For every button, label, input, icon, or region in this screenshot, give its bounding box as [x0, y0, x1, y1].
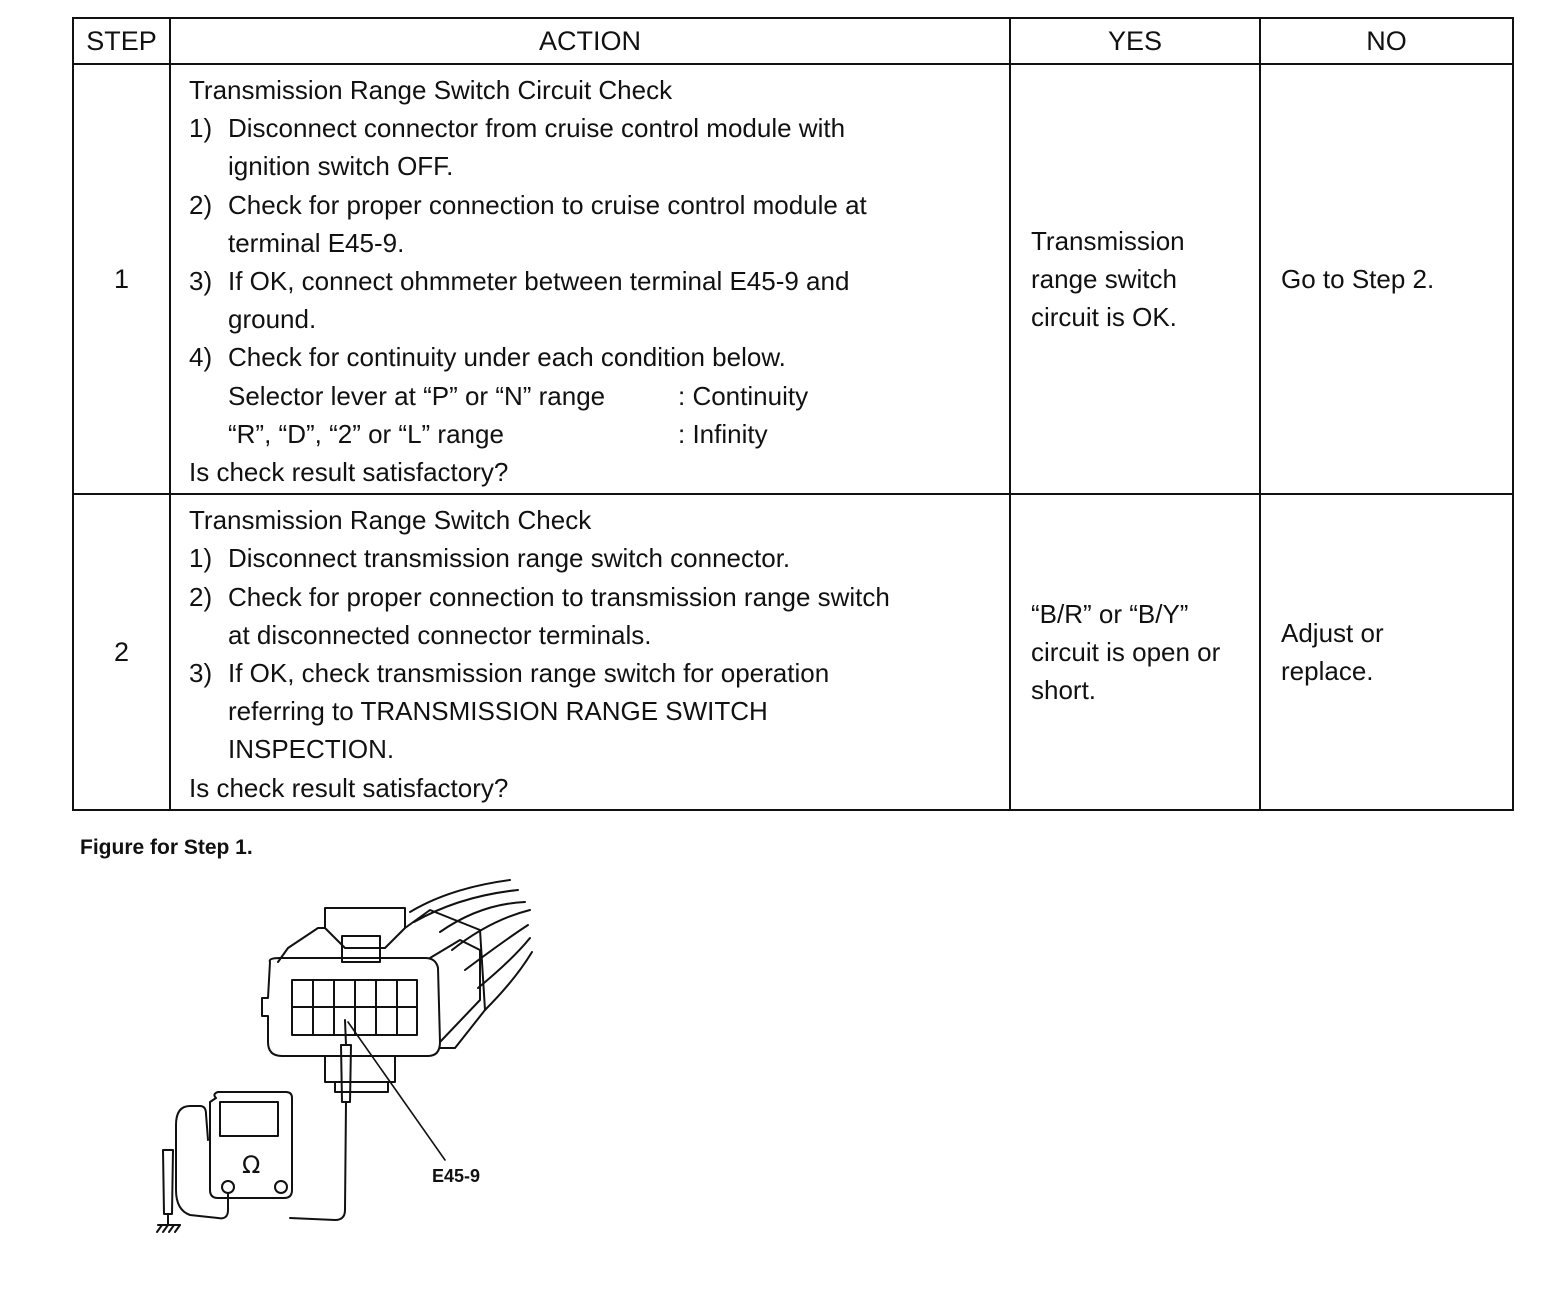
substep-number: 2) [189, 581, 213, 612]
substep-text: If OK, check transmission range switch for operation [228, 658, 830, 689]
no-text: replace. [1281, 656, 1374, 687]
header-yes: YES [1010, 18, 1260, 64]
yes-text: circuit is OK. [1031, 302, 1177, 333]
substep [189, 262, 999, 338]
action-cell [170, 494, 1010, 810]
ohm-symbol: Ω [242, 1151, 261, 1179]
yes-text: short. [1031, 675, 1097, 706]
condition-value: : Continuity [678, 380, 809, 411]
substep-text: Check for proper connection to transmission range switch [228, 581, 890, 612]
no-cell [1260, 494, 1513, 810]
terminal-grid [292, 980, 417, 1035]
substep-number: 3) [189, 658, 213, 689]
substep-number: 1) [189, 543, 213, 574]
terminal-label: E45-9 [432, 1166, 481, 1186]
action-title: Transmission Range Switch Circuit Check [189, 75, 673, 105]
substep-text: Check for continuity under each condition below. [228, 342, 786, 373]
substep-text: terminal E45-9. [228, 227, 405, 258]
diagnostic-table [72, 17, 1514, 811]
connector-icon [262, 908, 485, 1092]
substep-number: 3) [189, 266, 213, 297]
no-text: Go to Step 2. [1281, 264, 1435, 295]
substep [189, 578, 999, 654]
step-number: 1 [73, 64, 170, 494]
condition-value: : Infinity [678, 418, 768, 449]
header-step: STEP [73, 18, 170, 64]
substep-text: Check for proper connection to cruise control module at [228, 189, 867, 220]
check-question: Is check result satisfactory? [189, 457, 509, 488]
header-row [73, 18, 1513, 64]
header-no: NO [1260, 18, 1513, 64]
condition-row [189, 377, 999, 415]
substep-text: at disconnected connector terminals. [228, 619, 652, 650]
yes-text: range switch [1031, 264, 1177, 295]
substep [189, 539, 999, 577]
table-row [73, 494, 1513, 810]
connector-ohmmeter-illustration [140, 870, 540, 1250]
check-question: Is check result satisfactory? [189, 772, 509, 803]
substep-text: Disconnect transmission range switch connector. [228, 543, 791, 574]
action-title: Transmission Range Switch Check [189, 505, 592, 536]
substep-number: 1) [189, 113, 213, 144]
table-row [73, 64, 1513, 494]
substep [189, 338, 999, 376]
ohmmeter-icon [210, 1092, 292, 1198]
step-number: 2 [73, 494, 170, 810]
substep-text: Disconnect connector from cruise control module with [228, 113, 846, 144]
ground-lead [157, 1106, 228, 1232]
substep [189, 109, 999, 185]
header-action: ACTION [170, 18, 1010, 64]
no-cell [1260, 64, 1513, 494]
condition-row [189, 415, 999, 453]
substep-number: 4) [189, 342, 213, 373]
yes-cell [1010, 494, 1260, 810]
meter-probe [290, 1020, 351, 1220]
substep-text: If OK, connect ohmmeter between terminal E45-9 and [228, 266, 850, 297]
substep-text: ground. [228, 304, 317, 335]
no-text: Adjust or [1281, 617, 1384, 648]
substep [189, 186, 999, 262]
action-cell [170, 64, 1010, 494]
substep [189, 654, 999, 769]
substep-text: referring to TRANSMISSION RANGE SWITCH [228, 696, 768, 727]
figure-caption: Figure for Step 1. [80, 836, 253, 859]
yes-text: circuit is open or [1031, 636, 1221, 667]
substep-number: 2) [189, 189, 213, 220]
yes-text: Transmission [1031, 225, 1185, 256]
yes-text: “B/R” or “B/Y” [1031, 598, 1189, 629]
yes-cell [1010, 64, 1260, 494]
condition-label: Selector lever at “P” or “N” range [228, 380, 606, 411]
substep-text: ignition switch OFF. [228, 151, 454, 182]
condition-label: “R”, “D”, “2” or “L” range [228, 418, 504, 449]
substep-text: INSPECTION. [228, 734, 395, 765]
